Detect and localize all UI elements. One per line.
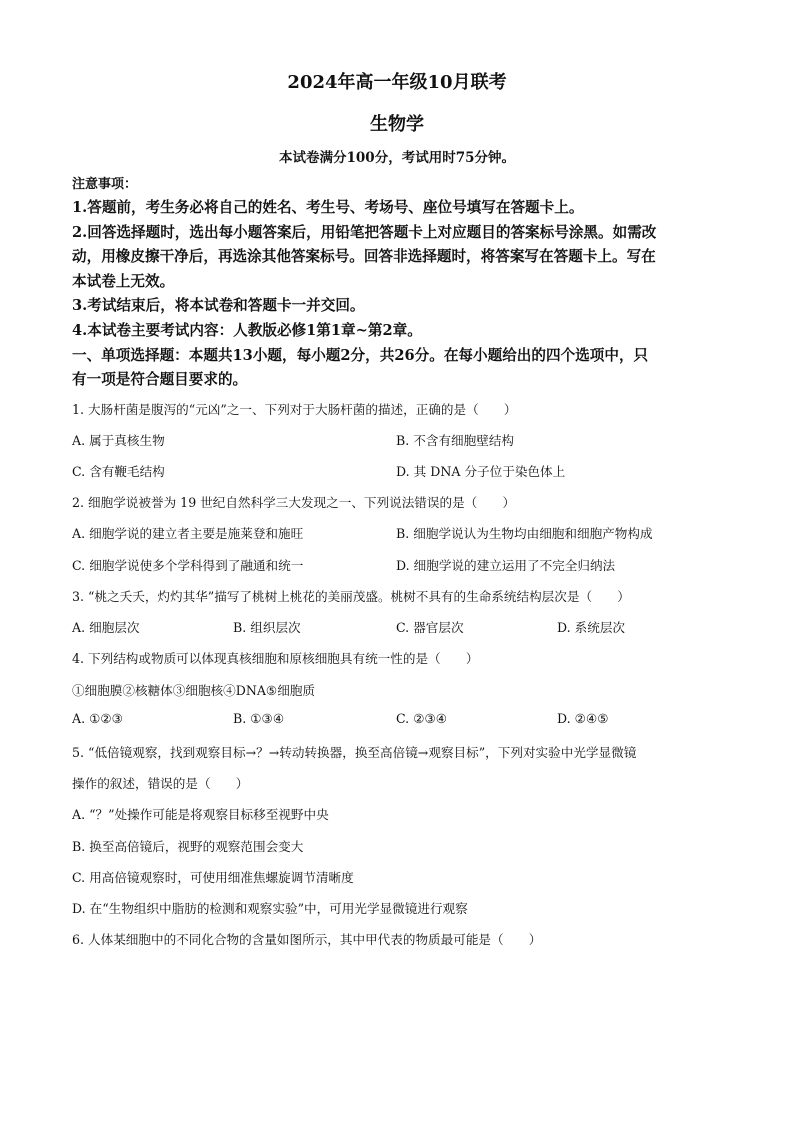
question-2-option-b: B. 细胞学说认为生物均由细胞和细胞产物构成 (396, 526, 653, 541)
question-3-option-d: D. 系统层次 (557, 620, 626, 635)
question-4-stem: 4. 下列结构或物质可以体现真核细胞和原核细胞具有统一性的是（ ） (72, 651, 479, 666)
question-4-option-a: A. ①②③ (72, 711, 123, 726)
section-heading: 有一项是符合题目要求的。 (72, 371, 248, 388)
question-4-option-b: B. ①③④ (233, 711, 285, 726)
question-5-option-a: A. “？”处操作可能是将观察目标移至视野中央 (72, 807, 329, 822)
question-1-option-c: C. 含有鞭毛结构 (72, 464, 165, 479)
note-line: 2.回答选择题时，选出每小题答案后，用铅笔把答题卡上对应题目的答案标号涂黑。如需改 (72, 224, 657, 241)
question-3-option-b: B. 组织层次 (233, 620, 301, 635)
question-1-option-a: A. 属于真核生物 (72, 433, 165, 448)
note-line: 4.本试卷主要考试内容：人教版必修1第1章~第2章。 (72, 322, 422, 339)
question-5-option-d: D. 在“生物组织中脂肪的检测和观察实验”中，可用光学显微镜进行观察 (72, 901, 468, 916)
exam-title: 2024年高一年级10月联考 (287, 72, 507, 93)
question-4-option-c: C. ②③④ (396, 711, 448, 726)
subject-title: 生物学 (370, 114, 424, 135)
question-5-option-c: C. 用高倍镜观察时，可使用细准焦螺旋调节清晰度 (72, 870, 354, 885)
section-heading: 一、单项选择题：本题共13小题，每小题2分，共26分。在每小题给出的四个选项中，只 (72, 347, 649, 364)
question-3-option-c: C. 器官层次 (396, 620, 464, 635)
exam-info: 本试卷满分100分，考试用时75分钟。 (279, 150, 515, 166)
question-4-items: ①细胞膜②核糖体③细胞核④DNA⑤细胞质 (72, 683, 316, 698)
notes-heading: 注意事项： (72, 177, 138, 192)
question-1-option-d: D. 其 DNA 分子位于染色体上 (396, 464, 566, 479)
question-5-stem-cont: 操作的叙述，错误的是（ ） (72, 776, 249, 791)
question-1-option-b: B. 不含有细胞壁结构 (396, 433, 515, 448)
note-line: 本试卷上无效。 (72, 273, 175, 290)
question-2-option-c: C. 细胞学说使多个学科得到了融通和统一 (72, 558, 304, 573)
question-2-option-d: D. 细胞学说的建立运用了不完全归纳法 (396, 558, 616, 573)
note-line: 动，用橡皮擦干净后，再选涂其他答案标号。回答非选择题时，将答案写在答题卡上。写在 (72, 248, 656, 265)
note-line: 3.考试结束后，将本试卷和答题卡一并交回。 (72, 297, 365, 314)
question-2-stem: 2. 细胞学说被誉为 19 世纪自然科学三大发现之一、下列说法错误的是（ ） (72, 495, 516, 510)
question-2-option-a: A. 细胞学说的建立者主要是施莱登和施旺 (72, 526, 304, 541)
question-6-stem: 6. 人体某细胞中的不同化合物的含量如图所示，其中甲代表的物质最可能是（ ） (72, 932, 542, 947)
question-3-option-a: A. 细胞层次 (72, 620, 140, 635)
note-line: 1.答题前，考生务必将自己的姓名、考生号、考场号、座位号填写在答题卡上。 (72, 199, 584, 216)
question-3-stem: 3. “桃之夭夭，灼灼其华”描写了桃树上桃花的美丽茂盛。桃树不具有的生命系统结构层次是（ ） (72, 589, 630, 604)
question-5-stem: 5. “低倍镜观察，找到观察目标→？→转动转换器，换至高倍镜→观察目标”，下列对实验中光学显微镜 (72, 745, 637, 760)
question-1-stem: 1. 大肠杆菌是腹泻的“元凶”之一、下列对于大肠杆菌的描述，正确的是（ ） (72, 402, 517, 417)
question-5-option-b: B. 换至高倍镜后，视野的观察范围会变大 (72, 839, 304, 854)
question-4-option-d: D. ②④⑤ (557, 711, 609, 726)
